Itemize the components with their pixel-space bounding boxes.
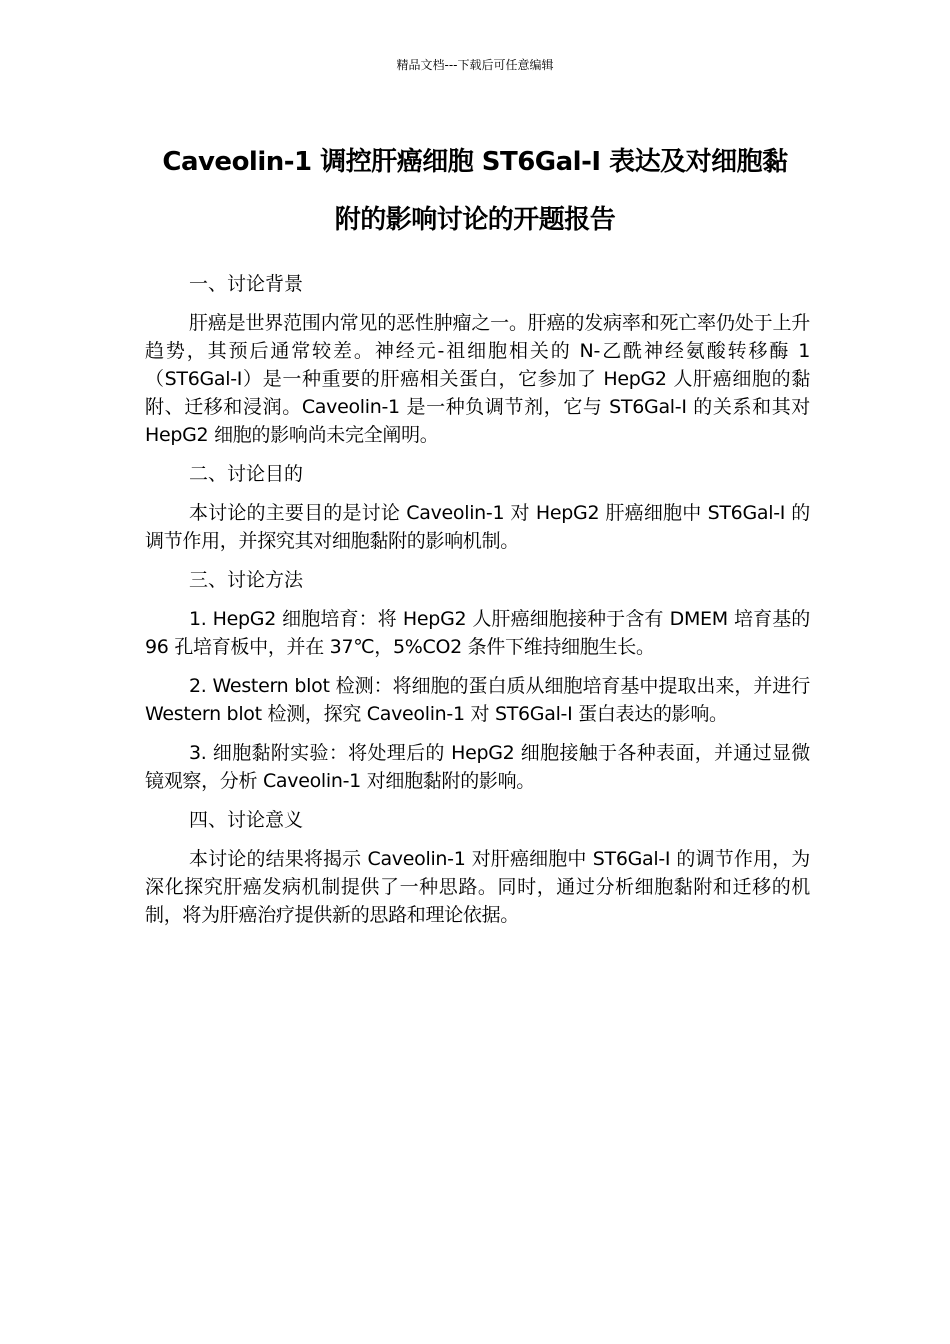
document-title-line-1: Caveolin-1 调控肝癌细胞 ST6Gal-I 表达及对细胞黏 xyxy=(162,147,788,177)
section-heading-significance: 四、讨论意义 xyxy=(189,809,304,831)
section-heading-purpose: 二、讨论目的 xyxy=(189,463,304,485)
section-heading-background: 一、讨论背景 xyxy=(189,273,304,295)
document-title xyxy=(120,133,830,249)
background-paragraph: 肝癌是世界范围内常见的恶性肿瘤之一。肝癌的发病率和死亡率仍处于上升趋势，其预后通常较差。神经元-祖细胞相关的 N-乙酰神经氨酸转移酶 1（ST6Gal-I）是一种重要的肝癌相关蛋白，它参加了 HepG2 人肝癌细胞的黏附、迁移和浸润。Caveolin-1 是一种负调节剂，它与 ST6Gal-I 的关系和其对 HepG2 细胞的影响尚未完全阐明。 xyxy=(145,312,810,446)
methods-paragraph-3: 3. 细胞黏附实验：将处理后的 HepG2 细胞接触于各种表面，并通过显微镜观察，分析 Caveolin-1 对细胞黏附的影响。 xyxy=(145,742,810,792)
section-heading-methods: 三、讨论方法 xyxy=(189,569,304,591)
purpose-paragraph: 本讨论的主要目的是讨论 Caveolin-1 对 HepG2 肝癌细胞中 ST6Gal-I 的调节作用，并探究其对细胞黏附的影响机制。 xyxy=(145,502,810,552)
methods-paragraph-2: 2. Western blot 检测：将细胞的蛋白质从细胞培育基中提取出来，并进行 Western blot 检测，探究 Caveolin-1 对 ST6Gal-I 蛋白表达的影响。 xyxy=(145,675,810,725)
methods-paragraph-1: 1. HepG2 细胞培育：将 HepG2 人肝癌细胞接种于含有 DMEM 培育基的 96 孔培育板中，并在 37℃，5%CO2 条件下维持细胞生长。 xyxy=(145,608,810,658)
page-header: 精品文档---下载后可任意编辑 xyxy=(396,58,554,72)
significance-paragraph: 本讨论的结果将揭示 Caveolin-1 对肝癌细胞中 ST6Gal-I 的调节作用，为深化探究肝癌发病机制提供了一种思路。同时，通过分析细胞黏附和迁移的机制，将为肝癌治疗提供新的思路和理论依据。 xyxy=(145,848,810,926)
document-body xyxy=(145,270,810,940)
document-title-line-2: 附的影响讨论的开题报告 xyxy=(334,205,616,235)
